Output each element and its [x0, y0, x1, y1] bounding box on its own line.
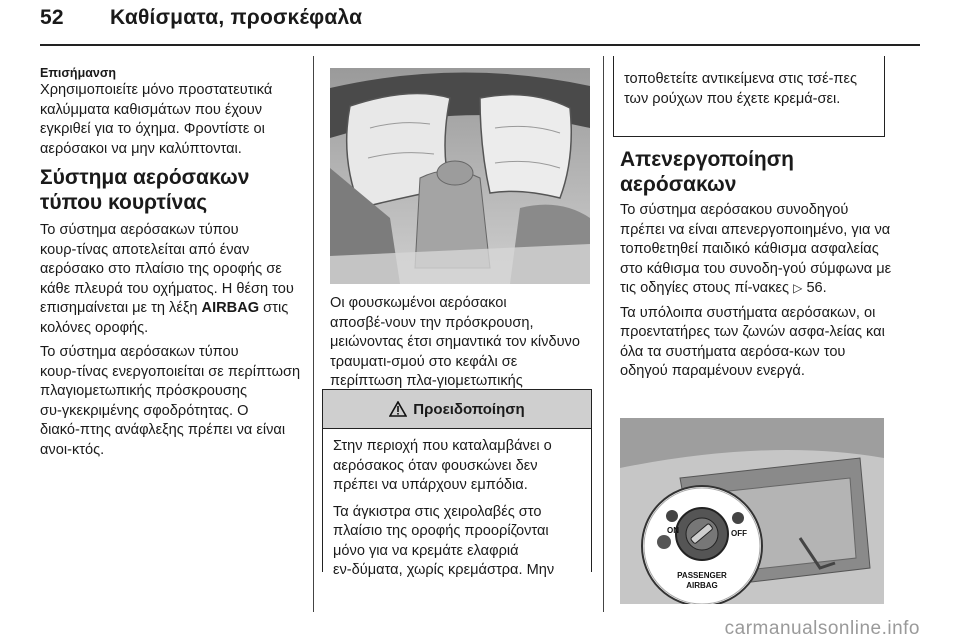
- airbag-switch-illustration: [620, 418, 884, 604]
- column-divider-1: [313, 56, 314, 612]
- warning-paragraph-2: Τα άγκιστρα στις χειρολαβές στο πλαίσιο της οροφής προορίζονται μόνο για να κρεμάτε ελαφριά εν‑δύματα, χωρίς κρεμάστρα. Μην: [333, 503, 555, 578]
- warning-continuation-text: τοποθετείτε αντικείμενα στις τσέ‑πες των ρούχων που έχετε κρεμά‑σει.: [624, 71, 858, 107]
- switch-caption-line-2: AIRBAG: [686, 581, 718, 590]
- deactivation-paragraph-2: Τα υπόλοιπα συστήματα αερόσακων, οι προεντατήρες των ζωνών ασφα‑λείας και όλα τα συστήματα αερόσα‑κων του οδηγού παραμένουν ενεργά.: [620, 304, 885, 379]
- switch-off-label: OFF: [731, 529, 747, 538]
- deact-p1-text: Το σύστημα αερόσακου συνοδηγού πρέπει να είναι απενεργοποιημένο, για να τοποθετηθεί παιδικό κάθισμα ασφαλείας στο κάθισμα του συνοδη‑γού σύμφωνα με τις οδηγίες στους πί‑νακες: [620, 202, 892, 296]
- p1-text: Το σύστημα αερόσακων τύπου κουρ‑τίνας αποτελείται από έναν αερόσακο στο πλαίσιο της οροφής σε κάθε πλευρά του οχήματος. Η θέση του επισημαίνεται με τη λέξη: [40, 222, 294, 316]
- page-reference-icon[interactable]: ▷: [793, 281, 803, 295]
- airbag-deactivation-heading: Απενεργοποίηση αερόσακων: [620, 148, 794, 196]
- warning-continuation-box: [613, 56, 885, 137]
- warning-title: Προειδοποίηση: [413, 400, 525, 418]
- note-title: Επισήμανση: [40, 66, 117, 80]
- page-header: [40, 6, 362, 30]
- illustration-caption: Οι φουσκωμένοι αερόσακοι αποσβέ‑νουν την πρόσκρουση, μειώνοντας έτσι σημαντικά τον κίνδυνο τραυματι‑σμού στο κεφάλι σε περίπτωση πλα‑γιομετωπικής: [330, 295, 580, 389]
- column-divider-2: [603, 56, 604, 612]
- header-rule: [40, 44, 920, 46]
- deactivation-paragraph-1: [620, 201, 892, 299]
- curtain-airbag-heading: Σύστημα αερόσακων τύπου κουρτίνας: [40, 166, 250, 214]
- warning-header: [323, 390, 591, 429]
- page-number: 52: [40, 6, 64, 29]
- note-text: Χρησιμοποιείτε μόνο προστατευτικά καλύμματα καθισμάτων που έχουν εγκριθεί για το όχημα. Φροντίστε οι αερόσακοι να μην καλύπτονται.: [40, 82, 273, 157]
- page-reference[interactable]: 56.: [806, 280, 827, 296]
- column-3: [620, 147, 892, 387]
- column-1: [40, 66, 302, 465]
- warning-paragraph-1: Στην περιοχή που καταλαμβάνει ο αερόσακος όταν φουσκώνει δεν πρέπει να υπάρχουν εμπόδια.: [333, 438, 552, 493]
- curtain-airbag-illustration: [330, 68, 590, 284]
- warning-triangle-icon: [389, 401, 407, 417]
- p1-text-end: στις κολόνες οροφής.: [40, 300, 289, 336]
- page-title: Καθίσματα, προσκέφαλα: [110, 6, 363, 29]
- warning-body: [323, 429, 591, 581]
- switch-on-label: ON: [667, 526, 679, 535]
- watermark: carmanualsonline.info: [724, 618, 920, 639]
- switch-caption-line-1: PASSENGER: [677, 571, 727, 580]
- curtain-airbag-paragraph-1: [40, 221, 302, 338]
- airbag-keyword: AIRBAG: [201, 300, 260, 316]
- curtain-airbag-paragraph-2: Το σύστημα αερόσακων τύπου κουρ‑τίνας ενεργοποιείται σε περίπτωση πλαγιομετωπικής πρόσκρουσης συ‑γκεκριμένης σφοδρότητας. Ο διακό‑πτης ανάφλεξης πρέπει να είναι ανοι‑κτός.: [40, 344, 301, 458]
- warning-box: [322, 389, 592, 578]
